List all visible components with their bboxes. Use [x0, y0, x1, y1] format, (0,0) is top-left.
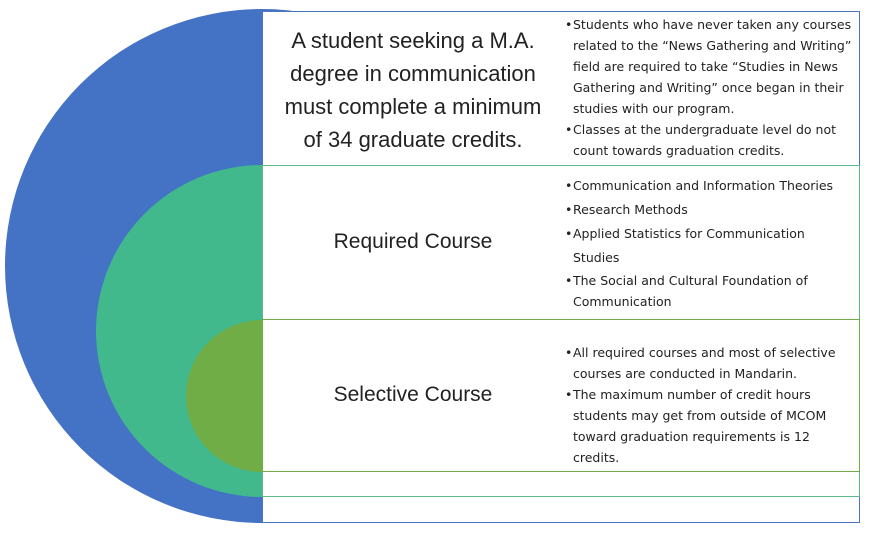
bullet-mandarin-courses: • All required courses and most of selective courses are conducted in Mandarin. — [565, 342, 853, 384]
panel-title-selective-course: Selective Course — [333, 383, 493, 406]
bullet-undergraduate-classes: • Classes at the undergraduate level do not count towards graduation credits. — [565, 119, 853, 161]
bullet-news-gathering: • Students who have never taken any courses related to the “News Gathering and Writing” field are required to take “Studies in News Gathering and Writing” once began in their studies with our program. — [565, 14, 853, 119]
bullet-list-required-course — [565, 174, 853, 339]
bullet-course-applied-statistics: • Applied Statistics for Communication Studies — [565, 222, 853, 270]
bullet-list-selective-course — [565, 342, 853, 468]
panel-title-required-course: Required Course — [333, 230, 493, 253]
panel-title-ma-degree: A student seeking a M.A. degree in communication must complete a minimum of 34 graduate credits. — [284, 28, 542, 152]
bullet-course-social-cultural-foundation: • The Social and Cultural Foundation of Communication — [565, 270, 853, 312]
panel-selective-course — [262, 319, 860, 472]
bullet-course-communication-theories: • Communication and Information Theories — [565, 174, 853, 198]
bullet-credit-hours-limit: • The maximum number of credit hours students may get from outside of MCOM toward graduation requirements is 12 credits. — [565, 384, 853, 468]
bullet-list-ma-degree — [565, 14, 853, 161]
bullet-course-research-methods: • Research Methods — [565, 198, 853, 222]
